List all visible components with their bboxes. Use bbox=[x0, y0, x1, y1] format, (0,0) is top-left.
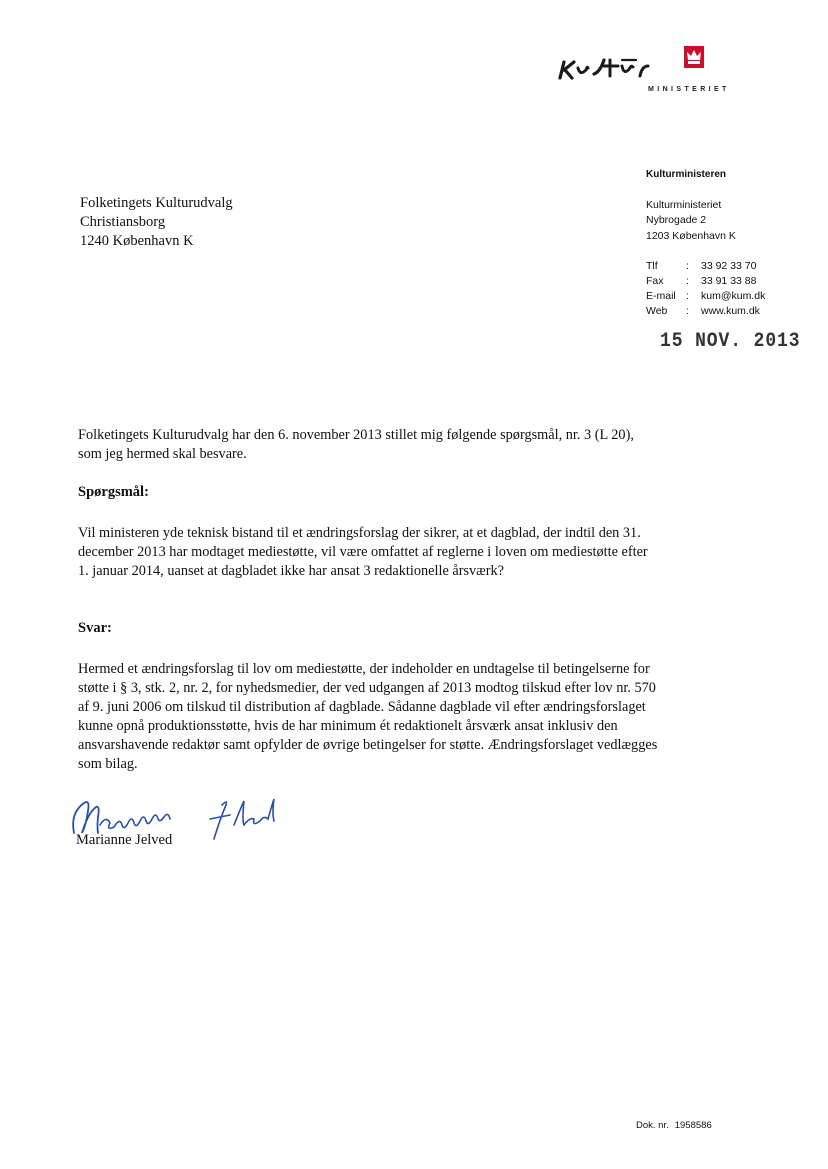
answer-text: Hermed et ændringsforslag til lov om mediestøtte, der indeholder en undtagelse til betingelserne for støtte i § 3, stk. 2, nr. 2, for nyhedsmedier, der ved udgangen af 2013 modtog tilskud efter lov nr. 570 af 9. juni 2006 om tilskud til distribution af dagblade. Sådanne dagblade vil efter ændringsforslaget kunne opnå produktionsstøtte, hvis de har minimum ét redaktionelt årsværk ansat inklusiv den ansvarshavende redaktør samt opfylder de øvrige betingelser for støtte. Ændringsforslaget vedlægges som bilag. bbox=[78, 661, 658, 772]
contact-label: Fax bbox=[646, 275, 664, 287]
contact-label: Web bbox=[646, 305, 668, 317]
intro-paragraph bbox=[78, 426, 658, 464]
doc-number-value: 1958586 bbox=[674, 1120, 712, 1131]
contact-email bbox=[646, 290, 776, 304]
contact-web bbox=[646, 305, 776, 319]
contact-separator: : bbox=[686, 260, 689, 272]
contact-separator: : bbox=[686, 290, 689, 302]
recipient-line: 1240 København K bbox=[80, 233, 194, 249]
question-text: Vil ministeren yde teknisk bistand til et ændringsforslag der sikrer, at et dagblad, der indtil den 31. december 2013 har modtaget mediestøtte, vil være omfattet af reglerne i loven om mediestøtte efter 1. januar 2014, uanset at dagbladet ikke har ansat 3 redaktionelle årsværk? bbox=[78, 525, 648, 579]
kultur-wordmark-logo bbox=[556, 52, 686, 82]
intro-text: Folketingets Kulturudvalg har den 6. november 2013 stillet mig følgende spørgsmål, nr. 3 (L 20), som jeg hermed skal besvare. bbox=[78, 427, 634, 462]
doc-number-label: Dok. nr. bbox=[636, 1120, 669, 1131]
contact-value: 33 91 33 88 bbox=[701, 275, 757, 287]
contact-value: kum@kum.dk bbox=[701, 290, 766, 302]
sender-org: Kulturministeriet bbox=[646, 199, 722, 211]
crown-icon bbox=[684, 46, 704, 68]
ministry-logo bbox=[556, 44, 746, 100]
signatory-name: Marianne Jelved bbox=[76, 832, 173, 848]
date-stamp: 15 NOV. 2013 bbox=[660, 330, 801, 353]
contact-phone bbox=[646, 260, 776, 274]
contact-label: E-mail bbox=[646, 290, 676, 302]
contact-value: www.kum.dk bbox=[701, 305, 760, 317]
answer-heading: Svar: bbox=[78, 620, 112, 636]
document-number bbox=[636, 1120, 718, 1131]
recipient-address bbox=[80, 194, 233, 251]
recipient-line: Folketingets Kulturudvalg bbox=[80, 195, 233, 211]
contact-label: Tlf bbox=[646, 260, 658, 272]
recipient-line: Christiansborg bbox=[80, 214, 166, 230]
question-paragraph bbox=[78, 524, 658, 581]
contact-separator: : bbox=[686, 275, 689, 287]
answer-paragraph bbox=[78, 660, 658, 774]
question-heading: Spørgsmål: bbox=[78, 484, 149, 500]
sender-city: 1203 København K bbox=[646, 230, 736, 242]
logo-subtitle: MINISTERIET bbox=[648, 86, 730, 93]
contact-fax bbox=[646, 275, 776, 289]
contact-separator: : bbox=[686, 305, 689, 317]
sender-title: Kulturministeren bbox=[646, 169, 727, 180]
sender-street: Nybrogade 2 bbox=[646, 214, 707, 226]
contact-value: 33 92 33 70 bbox=[701, 260, 757, 272]
